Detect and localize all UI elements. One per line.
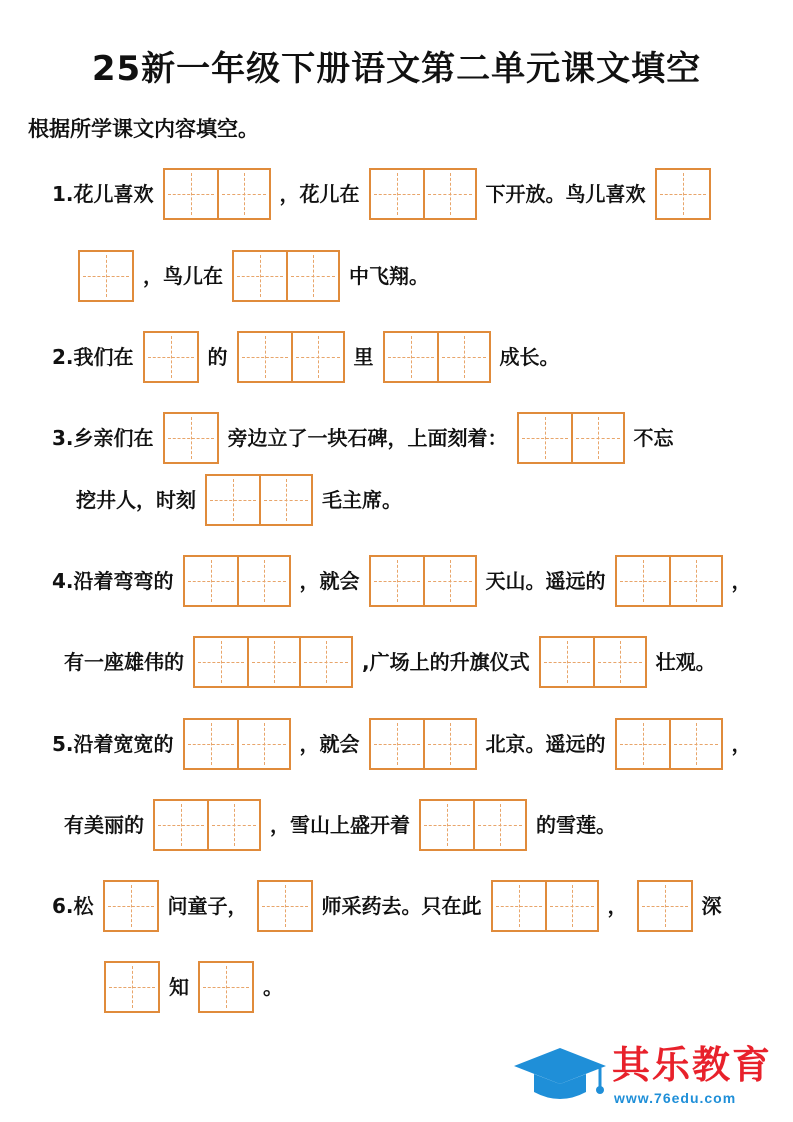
q2-text-d: 成长。 bbox=[499, 345, 560, 369]
answer-box-q2-1[interactable] bbox=[143, 331, 199, 383]
answer-box-q6-6[interactable] bbox=[198, 961, 254, 1013]
answer-box-q6-2[interactable] bbox=[257, 880, 313, 932]
q5-text-f: ，雪山上盛开着 bbox=[270, 813, 410, 837]
q5-text-e: 有美丽的 bbox=[64, 813, 144, 837]
answer-box-q6-1[interactable] bbox=[103, 880, 159, 932]
question-3-line-2 bbox=[76, 472, 407, 528]
q3-text-a: 3.乡亲们在 bbox=[52, 426, 154, 450]
question-1-line-2 bbox=[74, 248, 434, 304]
q1-text-d: ，鸟儿在 bbox=[143, 264, 223, 288]
answer-box-q1-1[interactable] bbox=[163, 168, 271, 220]
q5-text-c: 北京。遥远的 bbox=[485, 732, 606, 756]
q5-text-a: 5.沿着宽宽的 bbox=[52, 732, 174, 756]
q6-text-f: 知 bbox=[169, 975, 189, 999]
page-title: 25新一年级下册语文第二单元课文填空 bbox=[91, 49, 702, 89]
q6-text-a: 6.松 bbox=[52, 894, 94, 918]
q5-text-g: 的雪莲。 bbox=[536, 813, 616, 837]
question-4-line-2 bbox=[64, 634, 721, 690]
q4-text-f: ,广场上的升旗仪式 bbox=[362, 650, 530, 674]
answer-box-q5-3[interactable] bbox=[615, 718, 723, 770]
question-3-line-1 bbox=[52, 410, 679, 466]
answer-box-q6-3[interactable] bbox=[491, 880, 599, 932]
q3-text-b: 旁边立了一块石碑，上面刻着： bbox=[227, 426, 508, 450]
q2-text-a: 2.我们在 bbox=[52, 345, 134, 369]
answer-box-q1-3[interactable] bbox=[655, 168, 711, 220]
q3-text-c: 不忘 bbox=[633, 426, 674, 450]
question-6-line-2 bbox=[100, 959, 288, 1015]
answer-box-q1-2[interactable] bbox=[369, 168, 477, 220]
answer-box-q4-3[interactable] bbox=[615, 555, 723, 607]
answer-box-q1-4[interactable] bbox=[78, 250, 134, 302]
q5-text-d: ， bbox=[731, 732, 752, 756]
q2-text-b: 的 bbox=[207, 345, 228, 369]
q2-text-c: 里 bbox=[353, 345, 374, 369]
question-5-line-2 bbox=[64, 797, 621, 853]
question-5-line-1 bbox=[52, 716, 757, 772]
instruction: 根据所学课文内容填空。 bbox=[28, 117, 259, 141]
q6-text-b: 问童子， bbox=[167, 894, 248, 918]
q3-text-d: 挖井人，时刻 bbox=[76, 488, 196, 512]
answer-box-q5-1[interactable] bbox=[183, 718, 291, 770]
q6-text-c: 师采药去。只在此 bbox=[321, 894, 482, 918]
q1-text-b: ，花儿在 bbox=[279, 182, 360, 206]
q1-text-a: 1.花儿喜欢 bbox=[52, 182, 154, 206]
q4-text-b: ，就会 bbox=[299, 569, 360, 593]
question-2 bbox=[52, 329, 565, 385]
question-6-line-1 bbox=[52, 878, 727, 934]
graduation-cap-icon bbox=[512, 1044, 608, 1110]
q4-text-c: 天山。遥远的 bbox=[485, 569, 606, 593]
answer-box-q4-1[interactable] bbox=[183, 555, 291, 607]
q4-text-a: 4.沿着弯弯的 bbox=[52, 569, 174, 593]
answer-box-q5-5[interactable] bbox=[419, 799, 527, 851]
question-4-line-1 bbox=[52, 553, 757, 609]
q1-text-e: 中飞翔。 bbox=[349, 264, 429, 288]
q3-text-e: 毛主席。 bbox=[322, 488, 402, 512]
answer-box-q6-5[interactable] bbox=[104, 961, 160, 1013]
q6-text-g: 。 bbox=[263, 975, 283, 999]
answer-box-q4-2[interactable] bbox=[369, 555, 477, 607]
answer-box-q5-4[interactable] bbox=[153, 799, 261, 851]
answer-box-q4-4[interactable] bbox=[193, 636, 353, 688]
answer-box-q2-2[interactable] bbox=[237, 331, 345, 383]
answer-box-q3-1[interactable] bbox=[163, 412, 219, 464]
brand-url[interactable]: www.76edu.com bbox=[614, 1090, 737, 1106]
brand-name: 其乐教育 bbox=[612, 1043, 773, 1087]
q4-text-g: 壮观。 bbox=[655, 650, 716, 674]
q4-text-e: 有一座雄伟的 bbox=[64, 650, 184, 674]
answer-box-q4-5[interactable] bbox=[539, 636, 647, 688]
q4-text-d: ， bbox=[731, 569, 752, 593]
q6-text-e: 深 bbox=[701, 894, 722, 918]
q5-text-b: ，就会 bbox=[299, 732, 360, 756]
answer-box-q3-2[interactable] bbox=[517, 412, 625, 464]
question-1-line-1 bbox=[52, 166, 715, 222]
answer-box-q2-3[interactable] bbox=[383, 331, 491, 383]
q6-text-d: ， bbox=[607, 894, 628, 918]
answer-box-q5-2[interactable] bbox=[369, 718, 477, 770]
answer-box-q6-4[interactable] bbox=[637, 880, 693, 932]
answer-box-q1-5[interactable] bbox=[232, 250, 340, 302]
q1-text-c: 下开放。鸟儿喜欢 bbox=[485, 182, 646, 206]
answer-box-q3-3[interactable] bbox=[205, 474, 313, 526]
brand-logo bbox=[512, 1040, 787, 1116]
